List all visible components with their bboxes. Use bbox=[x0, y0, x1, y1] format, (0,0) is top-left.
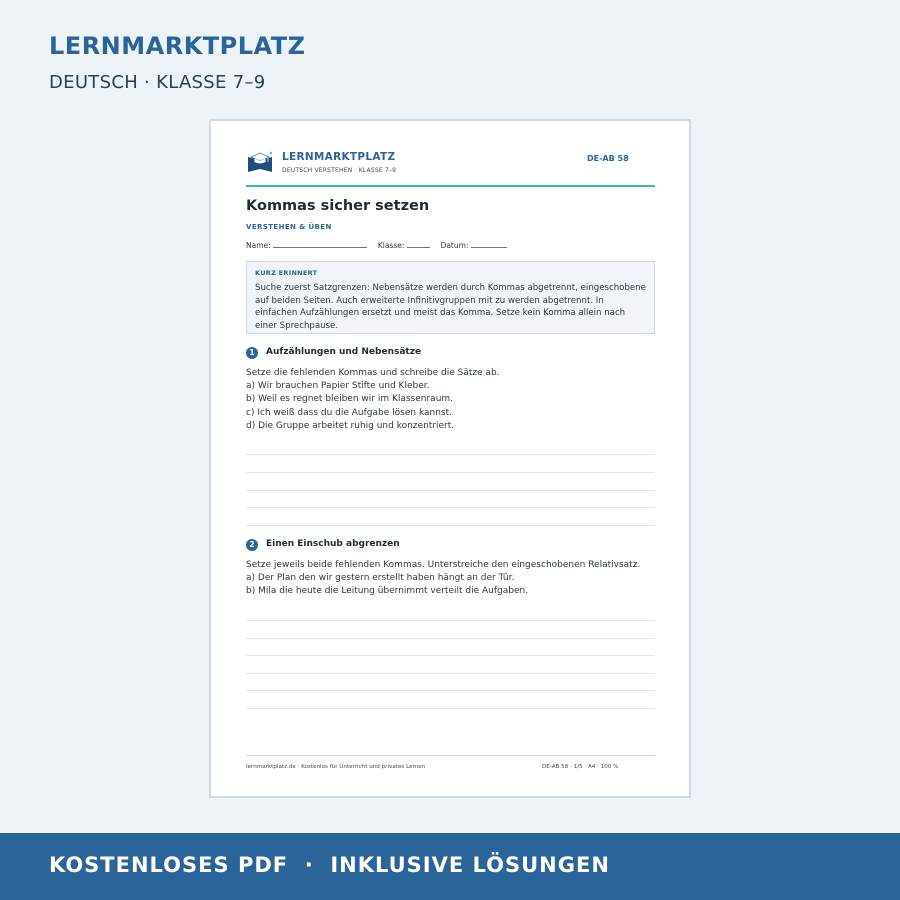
reminder-box bbox=[246, 261, 655, 334]
book-graduation-cap-icon bbox=[247, 151, 273, 173]
section-number-2: 2 bbox=[246, 539, 258, 551]
footer-right: DE-AB 58 · 1/5 · A4 · 100 % bbox=[542, 764, 619, 770]
section-1-line: Setze die fehlenden Kommas und schreibe die Sätze ab. bbox=[246, 368, 500, 378]
writing-line bbox=[246, 638, 655, 639]
datum-label: Datum: bbox=[440, 241, 469, 250]
section-2-line: b) Mila die heute die Leitung übernimmt verteilt die Aufgaben. bbox=[246, 586, 529, 597]
sheet-code: DE-AB 58 bbox=[587, 154, 629, 163]
footer-divider bbox=[246, 755, 655, 756]
section-body-1 bbox=[246, 367, 655, 433]
banner-text: KOSTENLOSES PDF · INKLUSIVE LÖSUNGEN bbox=[49, 853, 610, 877]
worksheet-content bbox=[246, 121, 655, 796]
section-number-1: 1 bbox=[246, 347, 258, 359]
writing-line bbox=[246, 525, 655, 526]
klasse-label: Klasse: bbox=[377, 241, 405, 250]
section-1-line: a) Wir brauchen Papier Stifte und Kleber. bbox=[246, 381, 430, 392]
datum-field bbox=[471, 240, 507, 248]
writing-line bbox=[246, 620, 655, 621]
writing-line bbox=[246, 454, 655, 455]
brand-subtitle: DEUTSCH · KLASSE 7–9 bbox=[49, 72, 266, 93]
section-2-line: Setze jeweils beide fehlenden Kommas. Unterstreiche den eingeschobenen Relativsatz. bbox=[246, 560, 641, 570]
section-title-2: Einen Einschub abgrenzen bbox=[266, 539, 400, 549]
writing-line bbox=[246, 507, 655, 508]
section-2-line: a) Der Plan den wir gestern erstellt haben hängt an der Tür. bbox=[246, 573, 515, 584]
section-1-line: d) Die Gruppe arbeitet ruhig und konzentriert. bbox=[246, 420, 455, 431]
footer-left: lernmarktplatz.de · Kostenlos für Unterricht und privates Lernen bbox=[246, 764, 426, 770]
header-divider bbox=[246, 185, 655, 187]
reminder-text: Suche zuerst Satzgrenzen: Nebensätze werden durch Kommas abgetrennt, eingeschobene auf beiden Seiten. Auch erweiterte Infinitivgruppen mit zu werden abgetrennt. In einfachen Aufzählungen ersetzt und meist das Komma. Setze kein Komma allein nach einer Sprechpause. bbox=[255, 283, 646, 331]
writing-line bbox=[246, 673, 655, 674]
section-1-line: b) Weil es regnet bleiben wir im Klassenraum. bbox=[246, 394, 454, 405]
reminder-heading: KURZ ERINNERT bbox=[255, 269, 318, 277]
section-1-line: c) Ich weiß dass du die Aufgabe lösen kannst. bbox=[246, 407, 452, 418]
writing-line bbox=[246, 490, 655, 491]
section-title-1: Aufzählungen und Nebensätze bbox=[266, 347, 422, 357]
writing-line bbox=[246, 472, 655, 473]
name-field bbox=[273, 240, 367, 248]
section-body-2 bbox=[246, 559, 655, 599]
writing-line bbox=[246, 655, 655, 656]
writing-line bbox=[246, 708, 655, 709]
brand-title: LERNMARKTPLATZ bbox=[49, 32, 306, 60]
bottom-banner bbox=[0, 833, 900, 900]
worksheet-title: Kommas sicher setzen bbox=[246, 198, 430, 214]
klasse-field bbox=[407, 240, 430, 248]
worksheet-preview bbox=[209, 119, 691, 798]
writing-line bbox=[246, 690, 655, 691]
name-label: Name: bbox=[246, 241, 271, 250]
sheet-brand: LERNMARKTPLATZ bbox=[282, 151, 396, 163]
student-fields bbox=[246, 240, 507, 250]
sheet-tagline: DEUTSCH VERSTEHEN · KLASSE 7–9 bbox=[282, 167, 397, 174]
worksheet-kicker: VERSTEHEN & ÜBEN bbox=[246, 223, 332, 231]
